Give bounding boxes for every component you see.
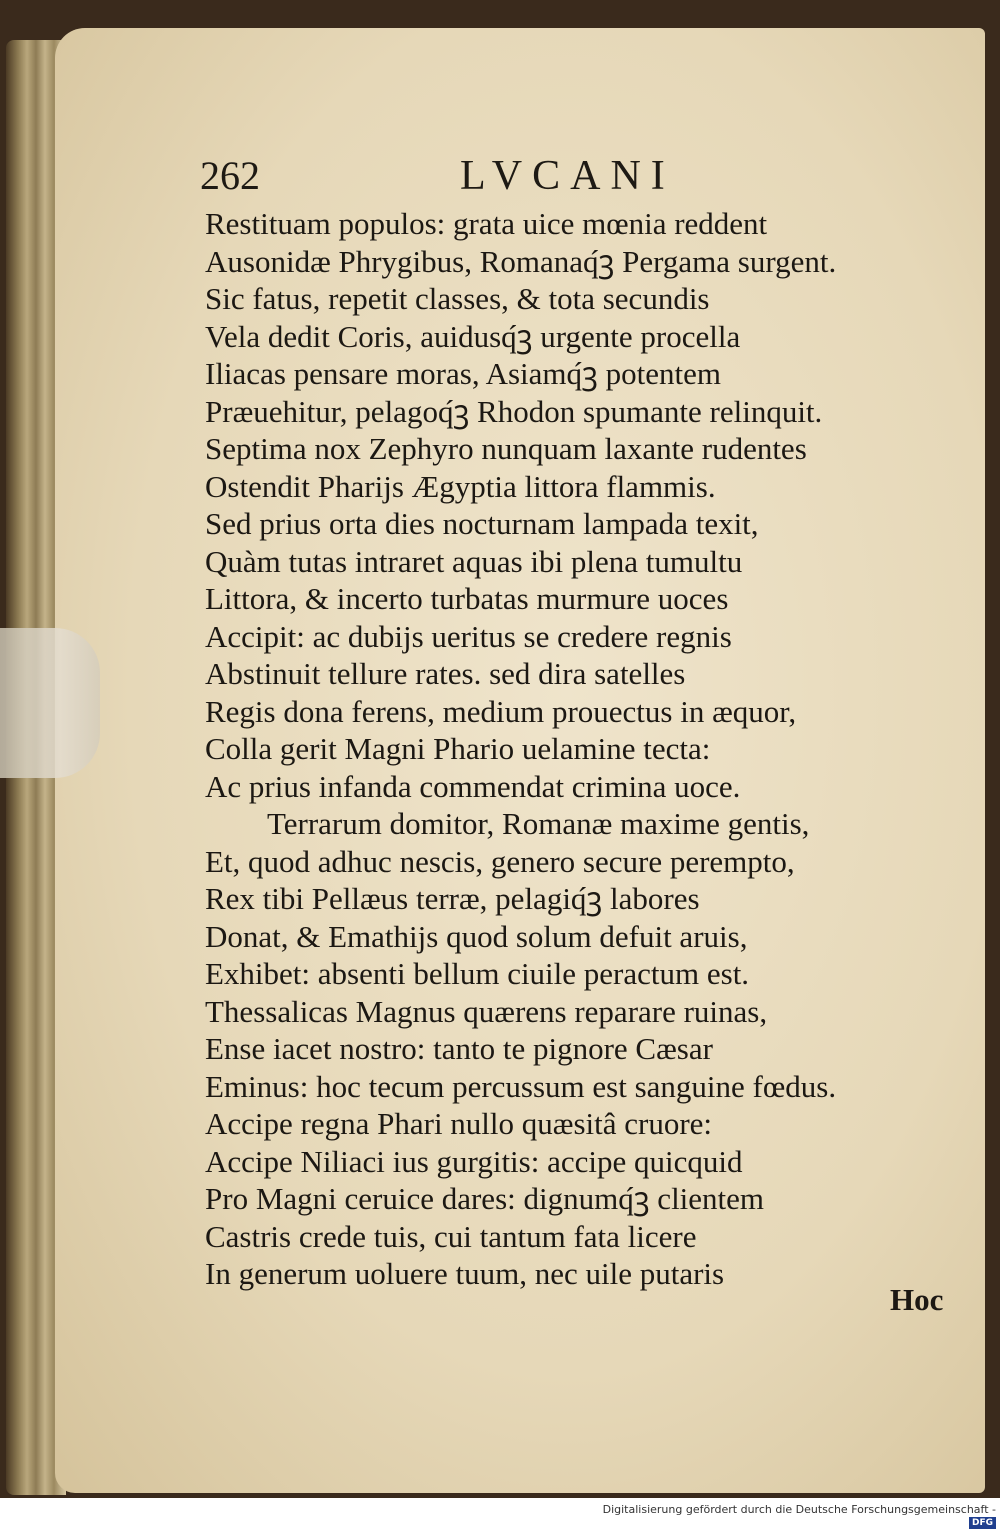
- verse-line: Et, quod adhuc nescis, genero secure perempto,: [205, 843, 795, 879]
- verse-line: Thessalicas Magnus quærens reparare ruinas,: [205, 993, 768, 1029]
- verse-line: Littora, & incerto turbatas murmure uoces: [205, 581, 729, 616]
- running-title: LVCANI: [460, 153, 675, 199]
- page-number: 262: [200, 153, 260, 198]
- verse-line: Ense iacet nostro: tanto te pignore Cæsar: [205, 1031, 713, 1066]
- verse-line: Accipit: ac dubijs ueritus se credere regnis: [205, 618, 732, 654]
- verse-line-indented: Terrarum domitor, Romanæ maxime gentis,: [267, 806, 810, 841]
- verse-line: Ausonidæ Phrygibus, Romanaq́ꝫ Pergama surgent.: [205, 243, 837, 279]
- verse-line: Colla gerit Magni Phario uelamine tecta:: [205, 731, 711, 766]
- verse-line: Accipe regna Phari nullo quæsitâ cruore:: [205, 1106, 713, 1141]
- verse-line: Sed prius orta dies nocturnam lampada texit,: [205, 506, 759, 541]
- verse-line: Pro Magni ceruice dares: dignumq́ꝫ clientem: [205, 1181, 765, 1216]
- verse-block: [205, 205, 975, 1293]
- verse-line: Ac prius infanda commendat crimina uoce.: [205, 768, 741, 804]
- footer-funding-note: [600, 1503, 1000, 1528]
- verse-line: Accipe Niliaci ius gurgitis: accipe quicquid: [205, 1143, 743, 1179]
- running-head: [200, 152, 720, 202]
- verse-line: Eminus: hoc tecum percussum est sanguine fœdus.: [205, 1068, 837, 1104]
- catchword: Hoc: [890, 1282, 944, 1317]
- verse-line: Restituam populos: grata uice mœnia reddent: [205, 206, 768, 241]
- verse-line: Vela dedit Coris, auidusq́ꝫ urgente procella: [205, 318, 741, 354]
- verse-line: Septima nox Zephyro nunquam laxante rudentes: [205, 431, 807, 466]
- verse-line: Ostendit Pharijs Ægyptia littora flammis.: [205, 468, 716, 504]
- verse-line: Abstinuit tellure rates. sed dira satelles: [205, 656, 686, 691]
- verse-line: In generum uoluere tuum, nec uile putaris: [205, 1256, 725, 1291]
- verse-line: Quàm tutas intraret aquas ibi plena tumultu: [205, 543, 743, 579]
- verse-line: Exhibet: absenti bellum ciuile peractum est.: [205, 956, 750, 991]
- verse-line: Donat, & Emathijs quod solum defuit aruis,: [205, 918, 748, 954]
- dfg-logo: DFG: [969, 1517, 996, 1529]
- verse-line: Sic fatus, repetit classes, & tota secundis: [205, 281, 710, 316]
- verse-line: Castris crede tuis, cui tantum fata licere: [205, 1218, 697, 1254]
- verse-line: Rex tibi Pellæus terræ, pelagiq́ꝫ labores: [205, 881, 700, 916]
- verse-line: Præuehitur, pelagoq́ꝫ Rhodon spumante relinquit.: [205, 393, 823, 429]
- clasp-strap: [0, 628, 100, 778]
- funding-text: Digitalisierung gefördert durch die Deutsche Forschungsgemeinschaft -: [602, 1503, 996, 1516]
- verse-line: Regis dona ferens, medium prouectus in æquor,: [205, 693, 797, 729]
- verse-line: Iliacas pensare moras, Asiamq́ꝫ potentem: [205, 356, 721, 391]
